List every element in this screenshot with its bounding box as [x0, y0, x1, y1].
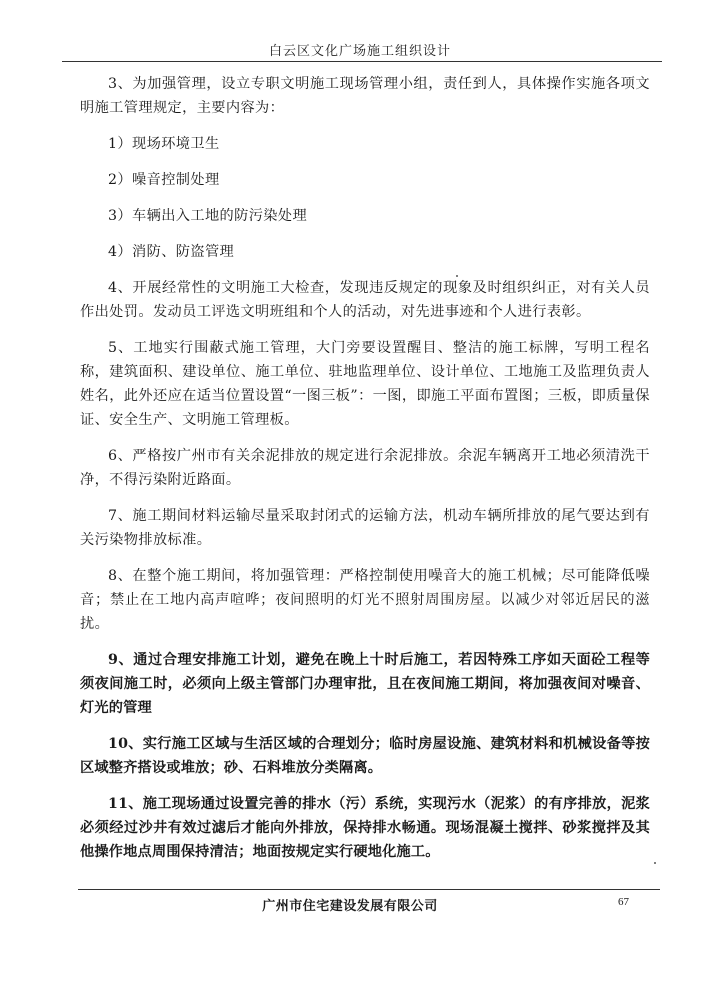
paragraph-item-4: 4、开展经常性的文明施工大检查，发现违反规定的现象及时组织纠正，对有关人员作出处罚。发动员工评选文明班组和个人的活动，对先进事迹和个人进行表彰。: [80, 280, 650, 320]
list-item-2: 2）噪音控制处理: [108, 172, 220, 188]
footer-company-name: 广州市住宅建设发展有限公司: [262, 899, 438, 914]
scan-speck: [456, 275, 458, 277]
paragraph-item-7: 7、施工期间材料运输尽量采取封闭式的运输方法，机动车辆所排放的尾气要达到有关污染物排放标准。: [80, 508, 650, 548]
paragraph-item-6: 6、严格按广州市有关余泥排放的规定进行余泥排放。余泥车辆离开工地必须清洗干净，不得污染附近路面。: [80, 448, 650, 488]
list-item-3: 3）车辆出入工地的防污染处理: [108, 208, 308, 224]
list-item-1: 1）现场环境卫生: [108, 136, 220, 152]
list-item-4: 4）消防、防盗管理: [108, 244, 235, 260]
page-number: 67: [618, 896, 629, 908]
paragraph-item-8: 8、在整个施工期间，将加强管理：严格控制使用噪音大的施工机械；尽可能降低噪音；禁止在工地内高声喧哗；夜间照明的灯光不照射周围房屋。以减少对邻近居民的滋扰。: [80, 568, 650, 632]
header-divider: [62, 61, 662, 62]
document-body: [80, 72, 650, 876]
page-header-title: 白云区文化广场施工组织设计: [268, 44, 451, 59]
footer-divider: [78, 889, 660, 890]
paragraph-item-10: 10、实行施工区域与生活区域的合理划分；临时房屋设施、建筑材料和机械设备等按区域整齐搭设或堆放；砂、石料堆放分类隔离。: [80, 736, 650, 776]
scan-speck: [654, 862, 656, 864]
paragraph-item-9: 9、通过合理安排施工计划，避免在晚上十时后施工，若因特殊工序如天面砼工程等须夜间施工时，必须向上级主管部门办理审批，且在夜间施工期间，将加强夜间对噪音、灯光的管理: [80, 652, 650, 716]
paragraph-item-11: 11、施工现场通过设置完善的排水（污）系统，实现污水（泥浆）的有序排放，泥浆必须经过沙井有效过滤后才能向外排放，保持排水畅通。现场混凝土搅拌、砂浆搅拌及其他操作地点周围保持清洁；地面按规定实行硬地化施工。: [80, 796, 650, 860]
paragraph-item-5: 5、工地实行围蔽式施工管理，大门旁要设置醒目、整洁的施工标牌，写明工程名称，建筑面积、建设单位、施工单位、驻地监理单位、设计单位、工地施工及监理负责人姓名，此外还应在适当位置设置“一图三板”：一图，即施工平面布置图；三板，即质量保证、安全生产、文明施工管理板。: [80, 340, 650, 428]
paragraph-item-3: 3、为加强管理，设立专职文明施工现场管理小组，责任到人，具体操作实施各项文明施工管理规定，主要内容为：: [80, 76, 650, 116]
